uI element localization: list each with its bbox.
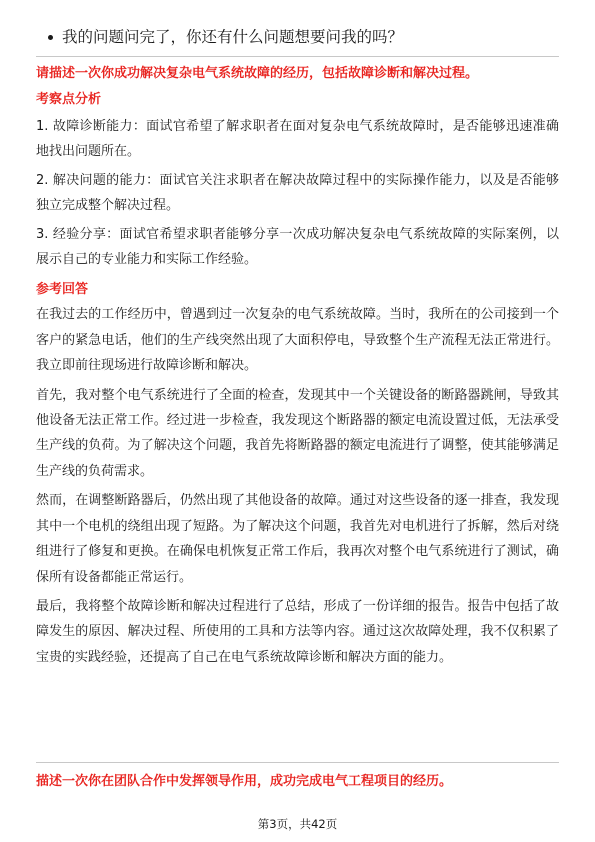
answer-paragraph-1: 在我过去的工作经历中，曾遇到过一次复杂的电气系统故障。当时，我所在的公司接到一个客户的紧急电话，他们的生产线突然出现了大面积停电，导致整个生产流程无法正常进行。我立即前往现场进行故障诊断和解决。 <box>36 307 559 374</box>
answer-paragraph-4: 最后，我将整个故障诊断和解决过程进行了总结，形成了一份详细的报告。报告中包括了故障发生的原因、解决过程、所使用的工具和方法等内容。通过这次故障处理，我不仅积累了宝贵的实践经验，还提高了自己在电气系统故障诊断和解决方面的能力。 <box>36 598 559 665</box>
analysis-item-3: 3. 经验分享：面试官希望求职者能够分享一次成功解决复杂电气系统故障的实际案例，以展示自己的专业能力和实际工作经验。 <box>36 226 559 268</box>
analysis-title: 考察点分析 <box>36 92 102 107</box>
page-content <box>36 64 559 670</box>
answer-paragraph-3: 然而，在调整断路器后，仍然出现了其他设备的故障。通过对这些设备的逐一排查，我发现其中一个电机的绕组出现了短路。为了解决这个问题，我首先对电机进行了拆解，然后对绕组进行了修复和更换。在确保电机恢复正常工作后，我再次对整个电气系统进行了测试，确保所有设备都能正常运行。 <box>36 493 559 585</box>
analysis-item-2: 2. 解决问题的能力：面试官关注求职者在解决故障过程中的实际操作能力，以及是否能够独立完成整个解决过程。 <box>36 172 559 214</box>
question-heading: 请描述一次你成功解决复杂电气系统故障的经历，包括故障诊断和解决过程。 <box>36 66 479 81</box>
next-question: 描述一次你在团队合作中发挥领导作用，成功完成电气工程项目的经历。 <box>36 774 453 789</box>
answer-title: 参考回答 <box>36 282 89 298</box>
top-divider <box>36 56 559 57</box>
page-number: 第3页，共42页 <box>257 817 338 831</box>
bottom-divider <box>36 762 559 763</box>
bullet-icon <box>48 35 53 40</box>
answer-paragraph-2: 首先，我对整个电气系统进行了全面的检查，发现其中一个关键设备的断路器跳闸，导致其他设备无法正常工作。经过进一步检查，我发现这个断路器的额定电流设置过低，无法承受生产线的负荷。为了解决这个问题，我首先将断路器的额定电流进行了调整，使其能够满足生产线的负荷需求。 <box>36 387 559 479</box>
header-question: 我的问题问完了，你还有什么问题想要问我的吗？ <box>62 28 404 46</box>
analysis-item-1: 1. 故障诊断能力：面试官希望了解求职者在面对复杂电气系统故障时，是否能够迅速准确地找出问题所在。 <box>36 119 559 160</box>
